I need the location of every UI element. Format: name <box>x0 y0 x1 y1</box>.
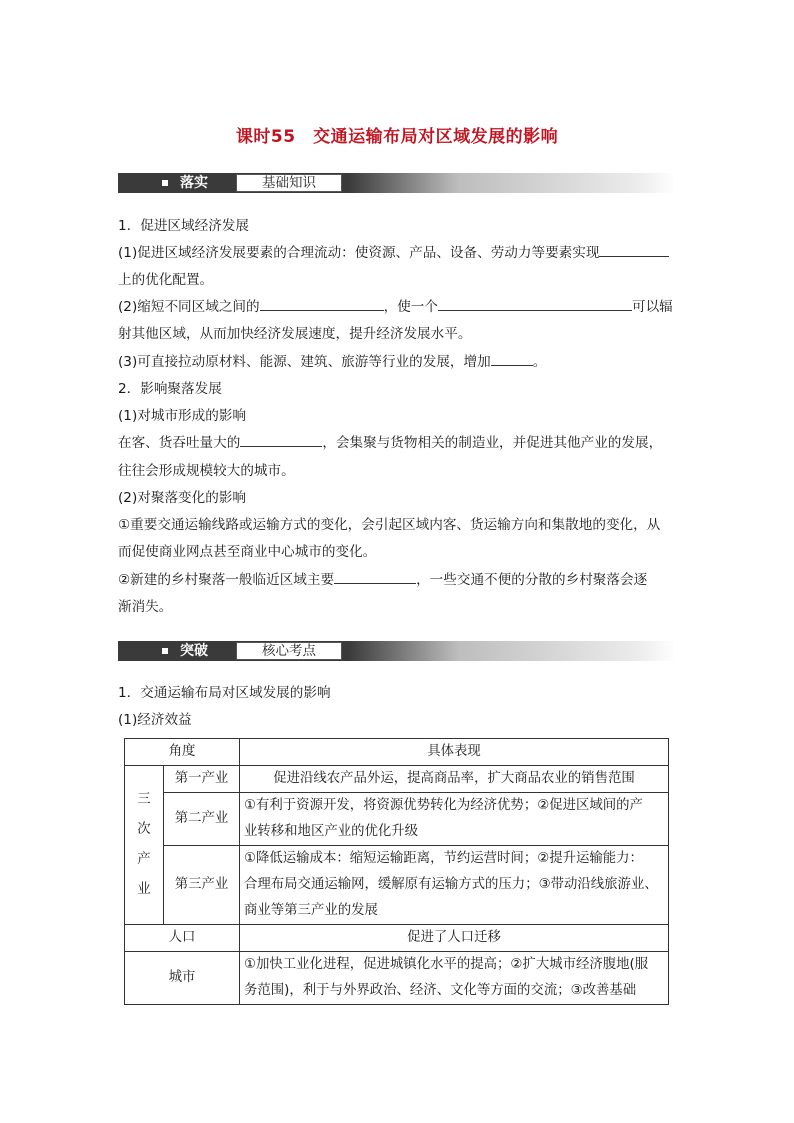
row-label: 第二产业 <box>164 793 240 846</box>
text-segment: 可以辐 <box>631 299 673 315</box>
section-tag <box>118 641 236 661</box>
text-segment: (3)可直接拉动原材料、能源、建筑、旅游等行业的发展，增加 <box>118 354 491 370</box>
table-row <box>125 925 669 952</box>
row-detail: 促进沿线农产品外运，提高商品率，扩大商品农业的销售范围 <box>240 766 669 793</box>
row-detail: ①加快工业化进程，促进城镇化水平的提高；②扩大城市经济腹地(服 务范围)，利于与外界政治、经济、文化等方面的交流；③改善基础 <box>240 952 669 1005</box>
text-segment: (1)促进区域经济发展要素的合理流动：使资源、产品、设备、劳动力等要素实现 <box>118 245 600 261</box>
table-row <box>125 846 669 925</box>
basics-line: (2)对聚落变化的影响 <box>118 490 247 506</box>
section-tag <box>118 173 236 193</box>
section-tag-label: 落实 <box>180 175 208 191</box>
section-banner-basics <box>118 173 676 193</box>
basics-line <box>118 430 678 457</box>
section-banner-core <box>118 641 676 661</box>
core-subheading: (1)经济效益 <box>118 712 192 728</box>
row-label: 第一产业 <box>164 766 240 793</box>
text-segment: 。 <box>532 354 547 370</box>
basics-line: (1)对城市形成的影响 <box>118 408 247 424</box>
text-segment: 在客、货吞吐量大的 <box>118 435 241 451</box>
section-subtitle: 核心考点 <box>236 642 342 660</box>
basics-line <box>118 567 678 594</box>
row-label: 人口 <box>125 925 240 952</box>
header-detail: 具体表现 <box>240 739 669 766</box>
basics-line: 而促使商业网点甚至商业中心城市的变化。 <box>118 544 377 560</box>
group-label-three-industries: 三 次 产 业 <box>125 766 164 925</box>
basics-line: 上的优化配置。 <box>118 272 214 288</box>
fill-blank <box>240 432 322 447</box>
table-row <box>125 766 669 793</box>
header-angle: 角度 <box>125 739 240 766</box>
table-row <box>125 793 669 846</box>
row-detail: ①有利于资源开发，将资源优势转化为经济优势；②促进区域间的产 业转移和地区产业的优化升级 <box>240 793 669 846</box>
basics-line: 渐消失。 <box>118 599 173 615</box>
fill-blank <box>334 569 416 584</box>
row-label: 城市 <box>125 952 240 1005</box>
basics-heading-2: 2．影响聚落发展 <box>118 381 222 397</box>
section-tag-label: 突破 <box>180 643 208 659</box>
fill-blank <box>438 296 632 311</box>
text-segment: ②新建的乡村聚落一般临近区域主要 <box>118 572 335 588</box>
text-segment: ，会集聚与货物相关的制造业，并促进其他产业的发展， <box>322 435 663 451</box>
row-detail: ①降低运输成本：缩短运输距离，节约运营时间；②提升运输能力： 合理布局交通运输网，缓解原有运输方式的压力；③带动沿线旅游业、 商业等第三产业的发展 <box>240 846 669 925</box>
basics-line <box>118 349 678 376</box>
basics-line <box>118 294 678 321</box>
section-subtitle: 基础知识 <box>236 174 342 192</box>
square-bullet-icon <box>162 648 168 654</box>
basics-line <box>118 240 678 267</box>
fill-blank <box>599 242 669 257</box>
fill-blank <box>260 296 384 311</box>
page-title: 课时55 交通运输布局对区域发展的影响 <box>235 127 559 147</box>
row-detail: 促进了人口迁移 <box>240 925 669 952</box>
basics-line: 射其他区域，从而加快经济发展速度，提升经济发展水平。 <box>118 326 472 342</box>
basics-line: 往往会形成规模较大的城市。 <box>118 463 295 479</box>
text-segment: ，使一个 <box>383 299 438 315</box>
table-row <box>125 952 669 1005</box>
table-header-row <box>125 739 669 766</box>
square-bullet-icon <box>162 180 168 186</box>
text-segment: ，一些交通不便的分散的乡村聚落会逐 <box>416 572 648 588</box>
fill-blank <box>491 351 533 366</box>
row-label: 第三产业 <box>164 846 240 925</box>
text-segment: (2)缩短不同区域之间的 <box>118 299 260 315</box>
core-heading-1: 1．交通运输布局对区域发展的影响 <box>118 685 331 701</box>
basics-heading-1: 1．促进区域经济发展 <box>118 218 249 234</box>
economic-effects-table <box>124 738 669 1005</box>
basics-line: ①重要交通运输线路或运输方式的变化，会引起区域内客、货运输方向和集散地的变化，从 <box>118 517 661 533</box>
